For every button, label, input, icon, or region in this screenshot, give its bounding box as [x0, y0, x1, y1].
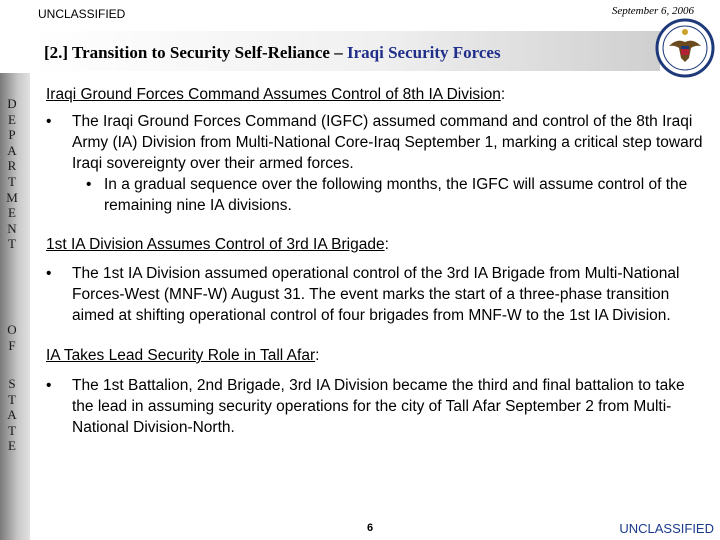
sidebar-letter: E [8, 438, 16, 454]
sidebar-letter: O [7, 322, 17, 337]
date-stamp: September 6, 2006 [611, 5, 694, 17]
sidebar-letter: N [7, 220, 17, 236]
sidebar-letter: F [8, 337, 16, 353]
page-title [44, 43, 501, 63]
sidebar-word-of [0, 322, 24, 353]
sidebar-letter: P [8, 127, 16, 143]
bullet-item: • The Iraqi Ground Forces Command (IGFC) assumed command and control of the 8th Iraqi Army (IA) Division from Multi-National Core-Iraq September 1, marking a critical step toward Iraqi sovereignty over their armed forces. [46, 113, 703, 172]
sidebar-letter: D [7, 96, 17, 111]
sidebar-letter: M [6, 189, 18, 205]
section-heading: IA Takes Lead Security Role in Tall Afar: [46, 347, 320, 364]
bullet-item: • The 1st IA Division assumed operational control of the 3rd IA Brigade from Multi-National Forces-West (MNF-W) August 31. The event marks the start of a three-phase transition aimed at shifting operational control of four brigades from MNF-W to the 1st IA Division. [46, 265, 680, 324]
bullet-icon: • [86, 176, 92, 193]
bullet-icon: • [46, 113, 52, 130]
bullet-icon: • [46, 377, 52, 394]
bottom-classification: UNCLASSIFIED [619, 521, 714, 536]
sidebar-letter: T [8, 236, 16, 252]
sidebar-letter: R [7, 158, 17, 174]
state-department-seal-icon [655, 18, 715, 78]
sub-bullet-item: • In a gradual sequence over the following months, the IGFC will assume control of the remaining nine IA divisions. [86, 176, 688, 214]
title-accent: Iraqi Security Forces [346, 43, 501, 62]
sidebar-letter: T [8, 422, 16, 438]
sidebar-letter: S [8, 376, 16, 391]
sidebar-letter: A [7, 407, 17, 423]
sidebar-letter: E [8, 111, 16, 127]
sidebar-letter: T [8, 173, 16, 189]
title-prefix: [2.] Transition to Security Self-Reliance – [44, 43, 347, 62]
page-number: 6 [367, 522, 374, 534]
top-classification: UNCLASSIFIED [38, 7, 126, 21]
bullet-icon: • [46, 265, 52, 282]
sidebar-word-department [0, 96, 24, 252]
sidebar-letter: E [8, 205, 16, 221]
section-heading: 1st IA Division Assumes Control of 3rd IA Brigade: [46, 236, 389, 253]
sidebar-letter: T [8, 391, 16, 407]
sidebar-letter: A [7, 142, 17, 158]
sidebar-word-state [0, 376, 24, 454]
bullet-item: • The 1st Battalion, 2nd Brigade, 3rd IA Division became the third and final battalion to take the lead in assuming security operations for the city of Tall Afar September 2 from Multi-National Division-North. [46, 377, 685, 436]
main-content [46, 84, 706, 438]
section-heading: Iraqi Ground Forces Command Assumes Control of 8th IA Division: [46, 86, 506, 103]
